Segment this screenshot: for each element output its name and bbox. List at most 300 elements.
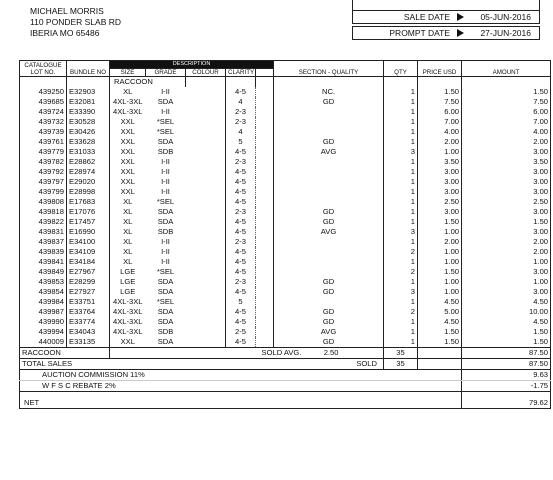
prompt-date-box [352,26,540,40]
row-amount: 1.50 [462,87,551,97]
row-size: 4XL-3XL [110,97,146,107]
row-clarity: 4 [226,127,256,137]
row-size: 4XL-3XL [110,317,146,327]
row-colour [186,267,226,277]
row-bundle: E34184 [67,257,110,267]
row-colour [186,87,226,97]
row-colour [186,97,226,107]
row-amount: 6.00 [462,107,551,117]
table-row [20,287,551,297]
table-row [20,277,551,287]
row-price: 4.50 [418,317,462,327]
row-amount: 2.00 [462,237,551,247]
row-spacer [256,117,274,127]
col-description-header: DESCRIPTION [110,61,274,69]
row-qty: 2 [384,267,418,277]
row-bundle: E17683 [67,197,110,207]
table-row [20,117,551,127]
row-size: XXL [110,157,146,167]
row-grade: I-II [161,107,170,116]
row-clarity: 2-3 [226,207,256,217]
row-bundle: E27927 [67,287,110,297]
row-price: 3.50 [418,157,462,167]
row-lot: 439724 [20,107,67,117]
row-section: AVG [274,227,384,237]
row-lot: 439837 [20,237,67,247]
subtotal-avg-value: 2.50 [323,348,339,357]
category-label: RACCOON [114,77,153,86]
row-price: 1.50 [418,87,462,97]
col-grade-header: GRADE [146,69,186,77]
row-clarity: 4-5 [226,307,256,317]
row-size: 4XL-3XL [110,307,146,317]
col-section-header: SECTION - QUALITY [274,61,384,77]
row-clarity: 2-3 [226,107,256,117]
total-sales-row [20,359,551,370]
row-qty: 1 [384,317,418,327]
total-sales-amount: 87.50 [462,359,551,370]
row-bundle: E17076 [67,207,110,217]
category-row [20,77,551,88]
sale-date-box [352,10,540,24]
row-price: 2.00 [418,237,462,247]
subtotal-label: RACCOON [20,348,110,359]
rebate-label: W F S C REBATE 2% [20,381,418,392]
row-amount: 4.00 [462,127,551,137]
row-lot: 439854 [20,287,67,297]
table-row [20,267,551,277]
row-grade: I-II [161,87,170,96]
row-grade: SDA [157,137,174,146]
commission-amount: 9.63 [462,370,551,381]
row-lot: 439797 [20,177,67,187]
row-grade: SDB [157,227,174,236]
table-row [20,297,551,307]
row-clarity: 4-5 [226,227,256,237]
sale-date-value: 05-JUN-2016 [480,12,531,22]
row-clarity: 4-5 [226,247,256,257]
row-clarity: 4-5 [226,187,256,197]
row-size: LGE [110,267,146,277]
row-qty: 1 [384,157,418,167]
row-size: XL [110,247,146,257]
statement-table [19,60,551,409]
row-price: 2.00 [418,137,462,147]
row-spacer [256,137,274,147]
row-lot: 439831 [20,227,67,237]
row-colour [186,217,226,227]
row-section: AVG [274,327,384,337]
subtotal-amount: 87.50 [462,348,551,359]
row-grade: *SEL [156,197,175,206]
row-bundle: E29020 [67,177,110,187]
row-section: GD [274,307,384,317]
row-grade: I-II [161,237,170,246]
row-qty: 1 [384,277,418,287]
row-size: XXL [110,167,146,177]
row-lot: 439839 [20,247,67,257]
row-grade: SDA [157,277,174,286]
row-bundle: E33751 [67,297,110,307]
col-size-header: SIZE [110,69,146,77]
row-section: GD [274,287,384,297]
table-row [20,107,551,117]
row-bundle: E17457 [67,217,110,227]
net-label: NET [20,398,418,409]
row-grade: SDB [157,327,174,336]
row-section [274,107,384,117]
row-amount: 10.00 [462,307,551,317]
row-amount: 3.00 [462,287,551,297]
row-section [274,157,384,167]
row-price: 3.00 [418,207,462,217]
row-price: 1.00 [418,227,462,237]
row-section: GD [274,97,384,107]
row-amount: 1.00 [462,277,551,287]
row-bundle: E27967 [67,267,110,277]
table-row [20,257,551,267]
table-row [20,167,551,177]
prompt-date-value: 27-JUN-2016 [480,28,531,38]
row-qty: 1 [384,137,418,147]
row-price: 1.00 [418,147,462,157]
row-size: 4XL-3XL [110,107,146,117]
row-clarity: 4-5 [226,217,256,227]
row-grade: I-II [161,257,170,266]
row-lot: 439792 [20,167,67,177]
seller-address [30,6,121,39]
table-row [20,87,551,97]
row-bundle: E28299 [67,277,110,287]
row-qty: 1 [384,237,418,247]
total-sold-label: SOLD [146,359,384,370]
row-bundle: E33774 [67,317,110,327]
table-row [20,97,551,107]
row-clarity: 4-5 [226,267,256,277]
row-bundle: E28862 [67,157,110,167]
row-bundle: E34043 [67,327,110,337]
row-qty: 3 [384,227,418,237]
row-colour [186,107,226,117]
row-amount: 3.00 [462,207,551,217]
col-lot-header: CATALOGUE LOT NO. [20,61,67,77]
row-qty: 1 [384,167,418,177]
row-colour [186,207,226,217]
row-lot: 439779 [20,147,67,157]
col-amount-header: AMOUNT [462,61,551,77]
row-qty: 1 [384,187,418,197]
row-lot: 439739 [20,127,67,137]
commission-row [20,370,551,381]
row-colour [186,227,226,237]
row-price: 2.50 [418,197,462,207]
row-amount: 3.50 [462,157,551,167]
table-row [20,327,551,337]
row-section [274,127,384,137]
row-clarity: 2-3 [226,117,256,127]
row-section [274,237,384,247]
row-qty: 1 [384,87,418,97]
row-spacer [256,147,274,157]
row-amount: 3.00 [462,147,551,157]
row-clarity: 2-5 [226,327,256,337]
row-amount: 1.00 [462,257,551,267]
sale-date-label: SALE DATE [403,12,450,22]
total-sales-label: TOTAL SALES [20,359,146,370]
arrow-right-icon [457,29,464,37]
row-spacer [256,337,274,348]
row-amount: 3.00 [462,177,551,187]
row-size: XL [110,227,146,237]
table-row [20,217,551,227]
row-bundle: E32081 [67,97,110,107]
row-grade: SDA [157,337,174,346]
row-grade: *SEL [156,267,175,276]
row-colour [186,327,226,337]
row-grade: SDA [157,217,174,226]
row-colour [186,337,226,348]
row-size: XL [110,237,146,247]
commission-label: AUCTION COMMISSION 11% [20,370,418,381]
row-spacer [256,247,274,257]
row-section: NC. [274,87,384,97]
row-spacer [256,317,274,327]
row-size: XL [110,217,146,227]
row-bundle: E33628 [67,137,110,147]
row-section [274,197,384,207]
row-spacer [256,287,274,297]
table-row [20,197,551,207]
row-grade: SDA [157,307,174,316]
row-section [274,257,384,267]
row-size: XL [110,207,146,217]
row-clarity: 5 [226,137,256,147]
row-price: 1.00 [418,257,462,267]
row-spacer [256,97,274,107]
row-colour [186,297,226,307]
row-size: 4XL-3XL [110,327,146,337]
row-colour [186,247,226,257]
row-section: GD [274,137,384,147]
row-price: 1.50 [418,327,462,337]
row-qty: 3 [384,287,418,297]
row-lot: 439994 [20,327,67,337]
row-colour [186,167,226,177]
row-spacer [256,307,274,317]
row-clarity: 4-5 [226,87,256,97]
row-size: XXL [110,147,146,157]
table-row [20,157,551,167]
row-clarity: 4-5 [226,287,256,297]
row-colour [186,237,226,247]
row-colour [186,177,226,187]
row-spacer [256,257,274,267]
row-colour [186,157,226,167]
row-grade: SDA [157,287,174,296]
row-lot: 439761 [20,137,67,147]
row-spacer [256,227,274,237]
col-clarity-header: CLARITY [226,69,256,77]
row-section [274,177,384,187]
table-row [20,187,551,197]
prompt-date-label: PROMPT DATE [389,28,450,38]
row-colour [186,127,226,137]
row-spacer [256,327,274,337]
row-grade: I-II [161,177,170,186]
col-qty-header: QTY [384,61,418,77]
row-bundle: E31033 [67,147,110,157]
row-clarity: 4-5 [226,197,256,207]
row-lot: 439782 [20,157,67,167]
row-clarity: 4-5 [226,147,256,157]
row-price: 3.00 [418,177,462,187]
row-size: XXL [110,187,146,197]
row-lot: 439984 [20,297,67,307]
row-bundle: E33390 [67,107,110,117]
row-colour [186,277,226,287]
row-clarity: 4-5 [226,317,256,327]
row-price: 4.00 [418,127,462,137]
total-sales-qty: 35 [384,359,418,370]
table-row [20,247,551,257]
row-amount: 1.50 [462,337,551,348]
table-row [20,127,551,137]
row-qty: 1 [384,127,418,137]
row-grade: SDA [157,207,174,216]
row-spacer [256,277,274,287]
row-spacer [256,237,274,247]
row-section: GD [274,217,384,227]
row-clarity: 4-5 [226,337,256,348]
row-price: 5.00 [418,307,462,317]
row-bundle: E30528 [67,117,110,127]
row-grade: SDA [157,97,174,106]
row-price: 1.50 [418,217,462,227]
row-lot: 439987 [20,307,67,317]
row-lot: 439808 [20,197,67,207]
row-colour [186,287,226,297]
row-section [274,187,384,197]
row-section [274,167,384,177]
row-colour [186,187,226,197]
row-clarity: 2-3 [226,157,256,167]
table-row [20,317,551,327]
row-lot: 439685 [20,97,67,107]
row-spacer [256,157,274,167]
arrow-right-icon [457,13,464,21]
row-qty: 1 [384,117,418,127]
row-qty: 1 [384,107,418,117]
rebate-amount: -1.75 [462,381,551,392]
row-size: XL [110,257,146,267]
row-qty: 1 [384,217,418,227]
row-bundle: E33135 [67,337,110,348]
row-bundle: E34100 [67,237,110,247]
row-bundle: E33764 [67,307,110,317]
row-qty: 1 [384,327,418,337]
net-amount: 79.62 [462,398,551,409]
row-colour [186,137,226,147]
row-price: 7.50 [418,97,462,107]
seller-street: 110 PONDER SLAB RD [30,17,122,27]
row-size: 4XL-3XL [110,297,146,307]
table-row [20,207,551,217]
row-colour [186,117,226,127]
row-amount: 1.50 [462,217,551,227]
row-grade: I-II [161,157,170,166]
row-grade: *SEL [156,297,175,306]
row-bundle: E34109 [67,247,110,257]
row-spacer [256,207,274,217]
row-qty: 2 [384,307,418,317]
row-clarity: 2-3 [226,237,256,247]
row-amount: 2.00 [462,137,551,147]
row-bundle: E16990 [67,227,110,237]
row-grade: *SEL [156,127,175,136]
row-spacer [256,177,274,187]
rebate-row [20,381,551,392]
row-section: GD [274,337,384,348]
row-price: 1.00 [418,277,462,287]
row-amount: 4.50 [462,297,551,307]
row-lot: 439853 [20,277,67,287]
row-qty: 3 [384,147,418,157]
row-size: XXL [110,117,146,127]
table-row [20,237,551,247]
row-price: 1.50 [418,337,462,348]
row-price: 1.00 [418,287,462,297]
row-colour [186,197,226,207]
row-lot: 439849 [20,267,67,277]
row-colour [186,307,226,317]
row-price: 3.00 [418,187,462,197]
row-grade: *SEL [156,117,175,126]
row-bundle: E28998 [67,187,110,197]
row-amount: 7.50 [462,97,551,107]
col-colour-header: COLOUR [186,69,226,77]
row-qty: 1 [384,337,418,348]
row-bundle: E30426 [67,127,110,137]
row-lot: 439990 [20,317,67,327]
row-amount: 7.00 [462,117,551,127]
row-spacer [256,87,274,97]
col-price-header: PRICE USD [418,61,462,77]
row-amount: 2.00 [462,247,551,257]
row-qty: 1 [384,97,418,107]
col-spacer-header [256,69,274,77]
row-section [274,267,384,277]
table-row [20,307,551,317]
row-amount: 2.50 [462,197,551,207]
row-lot: 439250 [20,87,67,97]
row-qty: 1 [384,207,418,217]
row-grade: SDB [157,147,174,156]
row-size: XXL [110,337,146,348]
row-price: 6.00 [418,107,462,117]
row-size: XL [110,197,146,207]
row-size: XL [110,87,146,97]
row-lot: 439732 [20,117,67,127]
row-spacer [256,217,274,227]
row-colour [186,257,226,267]
row-qty: 1 [384,177,418,187]
row-section: GD [274,277,384,287]
row-lot: 439818 [20,207,67,217]
row-grade: SDA [157,317,174,326]
row-price: 1.00 [418,247,462,257]
row-size: XXL [110,177,146,187]
row-price: 1.50 [418,267,462,277]
